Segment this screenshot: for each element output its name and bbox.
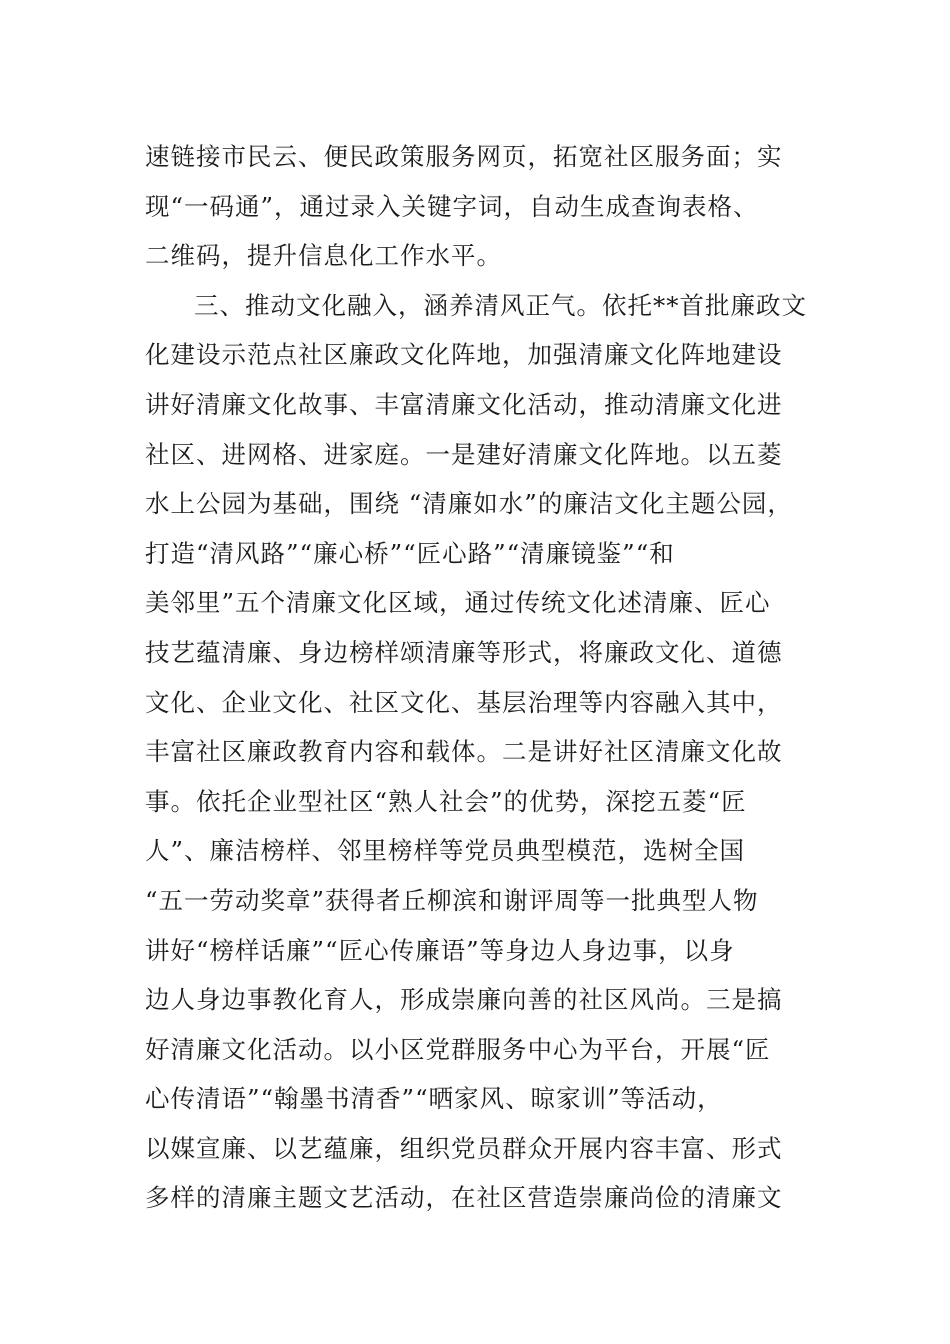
body-text	[145, 132, 845, 1223]
text-line: 讲好“榜样话廉”“匠心传廉语”等身边人身边事，以身	[145, 935, 735, 965]
text-line: 多样的清廉主题文艺活动，在社区营造崇廉尚俭的清廉文	[145, 1183, 783, 1213]
text-line: 二维码，提升信息化工作水平。	[145, 241, 502, 271]
text-line: 速链接市民云、便民政策服务网页，拓宽社区服务面；实	[145, 142, 783, 171]
text-line: 讲好清廉文化故事、丰富清廉文化活动，推动清廉文化进	[145, 389, 783, 419]
text-line: 心传清语”“翰墨书清香”“晒家风、晾家训”等活动，	[145, 1084, 723, 1114]
text-line: 美邻里”五个清廉文化区域，通过传统文化述清廉、匠心	[145, 588, 771, 618]
text-line: 化建设示范点社区廉政文化阵地，加强清廉文化阵地建设	[145, 340, 783, 370]
text-line: 文化、企业文化、社区文化、基层治理等内容融入其中，	[145, 687, 783, 717]
text-line: 现“一码通”，通过录入关键字词，自动生成查询表格、	[145, 191, 759, 221]
text-line: “五一劳动奖章”获得者丘柳滨和谢评周等一批典型人物	[145, 885, 759, 915]
text-line: 技艺蕴清廉、身边榜样颂清廉等形式，将廉政文化、道德	[145, 637, 783, 667]
text-line: 以媒宣廉、以艺蕴廉，组织党员群众开展内容丰富、形式	[145, 1133, 783, 1163]
text-line: 丰富社区廉政教育内容和载体。二是讲好社区清廉文化故	[145, 737, 783, 767]
section-heading-line: 三、推动文化融入，涵养清风正气。依托**首批廉政文	[194, 290, 807, 320]
text-line: 社区、进网格、进家庭。一是建好清廉文化阵地。以五菱	[145, 439, 783, 469]
text-line: 事。依托企业型社区“熟人社会”的优势，深挖五菱“匠	[145, 786, 747, 816]
text-line: 人”、廉洁榜样、邻里榜样等党员典型模范，选树全国	[145, 836, 746, 866]
text-line: 好清廉文化活动。以小区党群服务中心为平台，开展“匠	[145, 1034, 771, 1064]
text-line: 打造“清风路”“廉心桥”“匠心路”“清廉镜鉴”“和	[145, 538, 675, 568]
text-line: 水上公园为基础，围绕 “清廉如水”的廉洁文化主题公园，	[145, 489, 793, 519]
text-line: 边人身边事教化育人，形成崇廉向善的社区风尚。三是搞	[145, 985, 783, 1015]
